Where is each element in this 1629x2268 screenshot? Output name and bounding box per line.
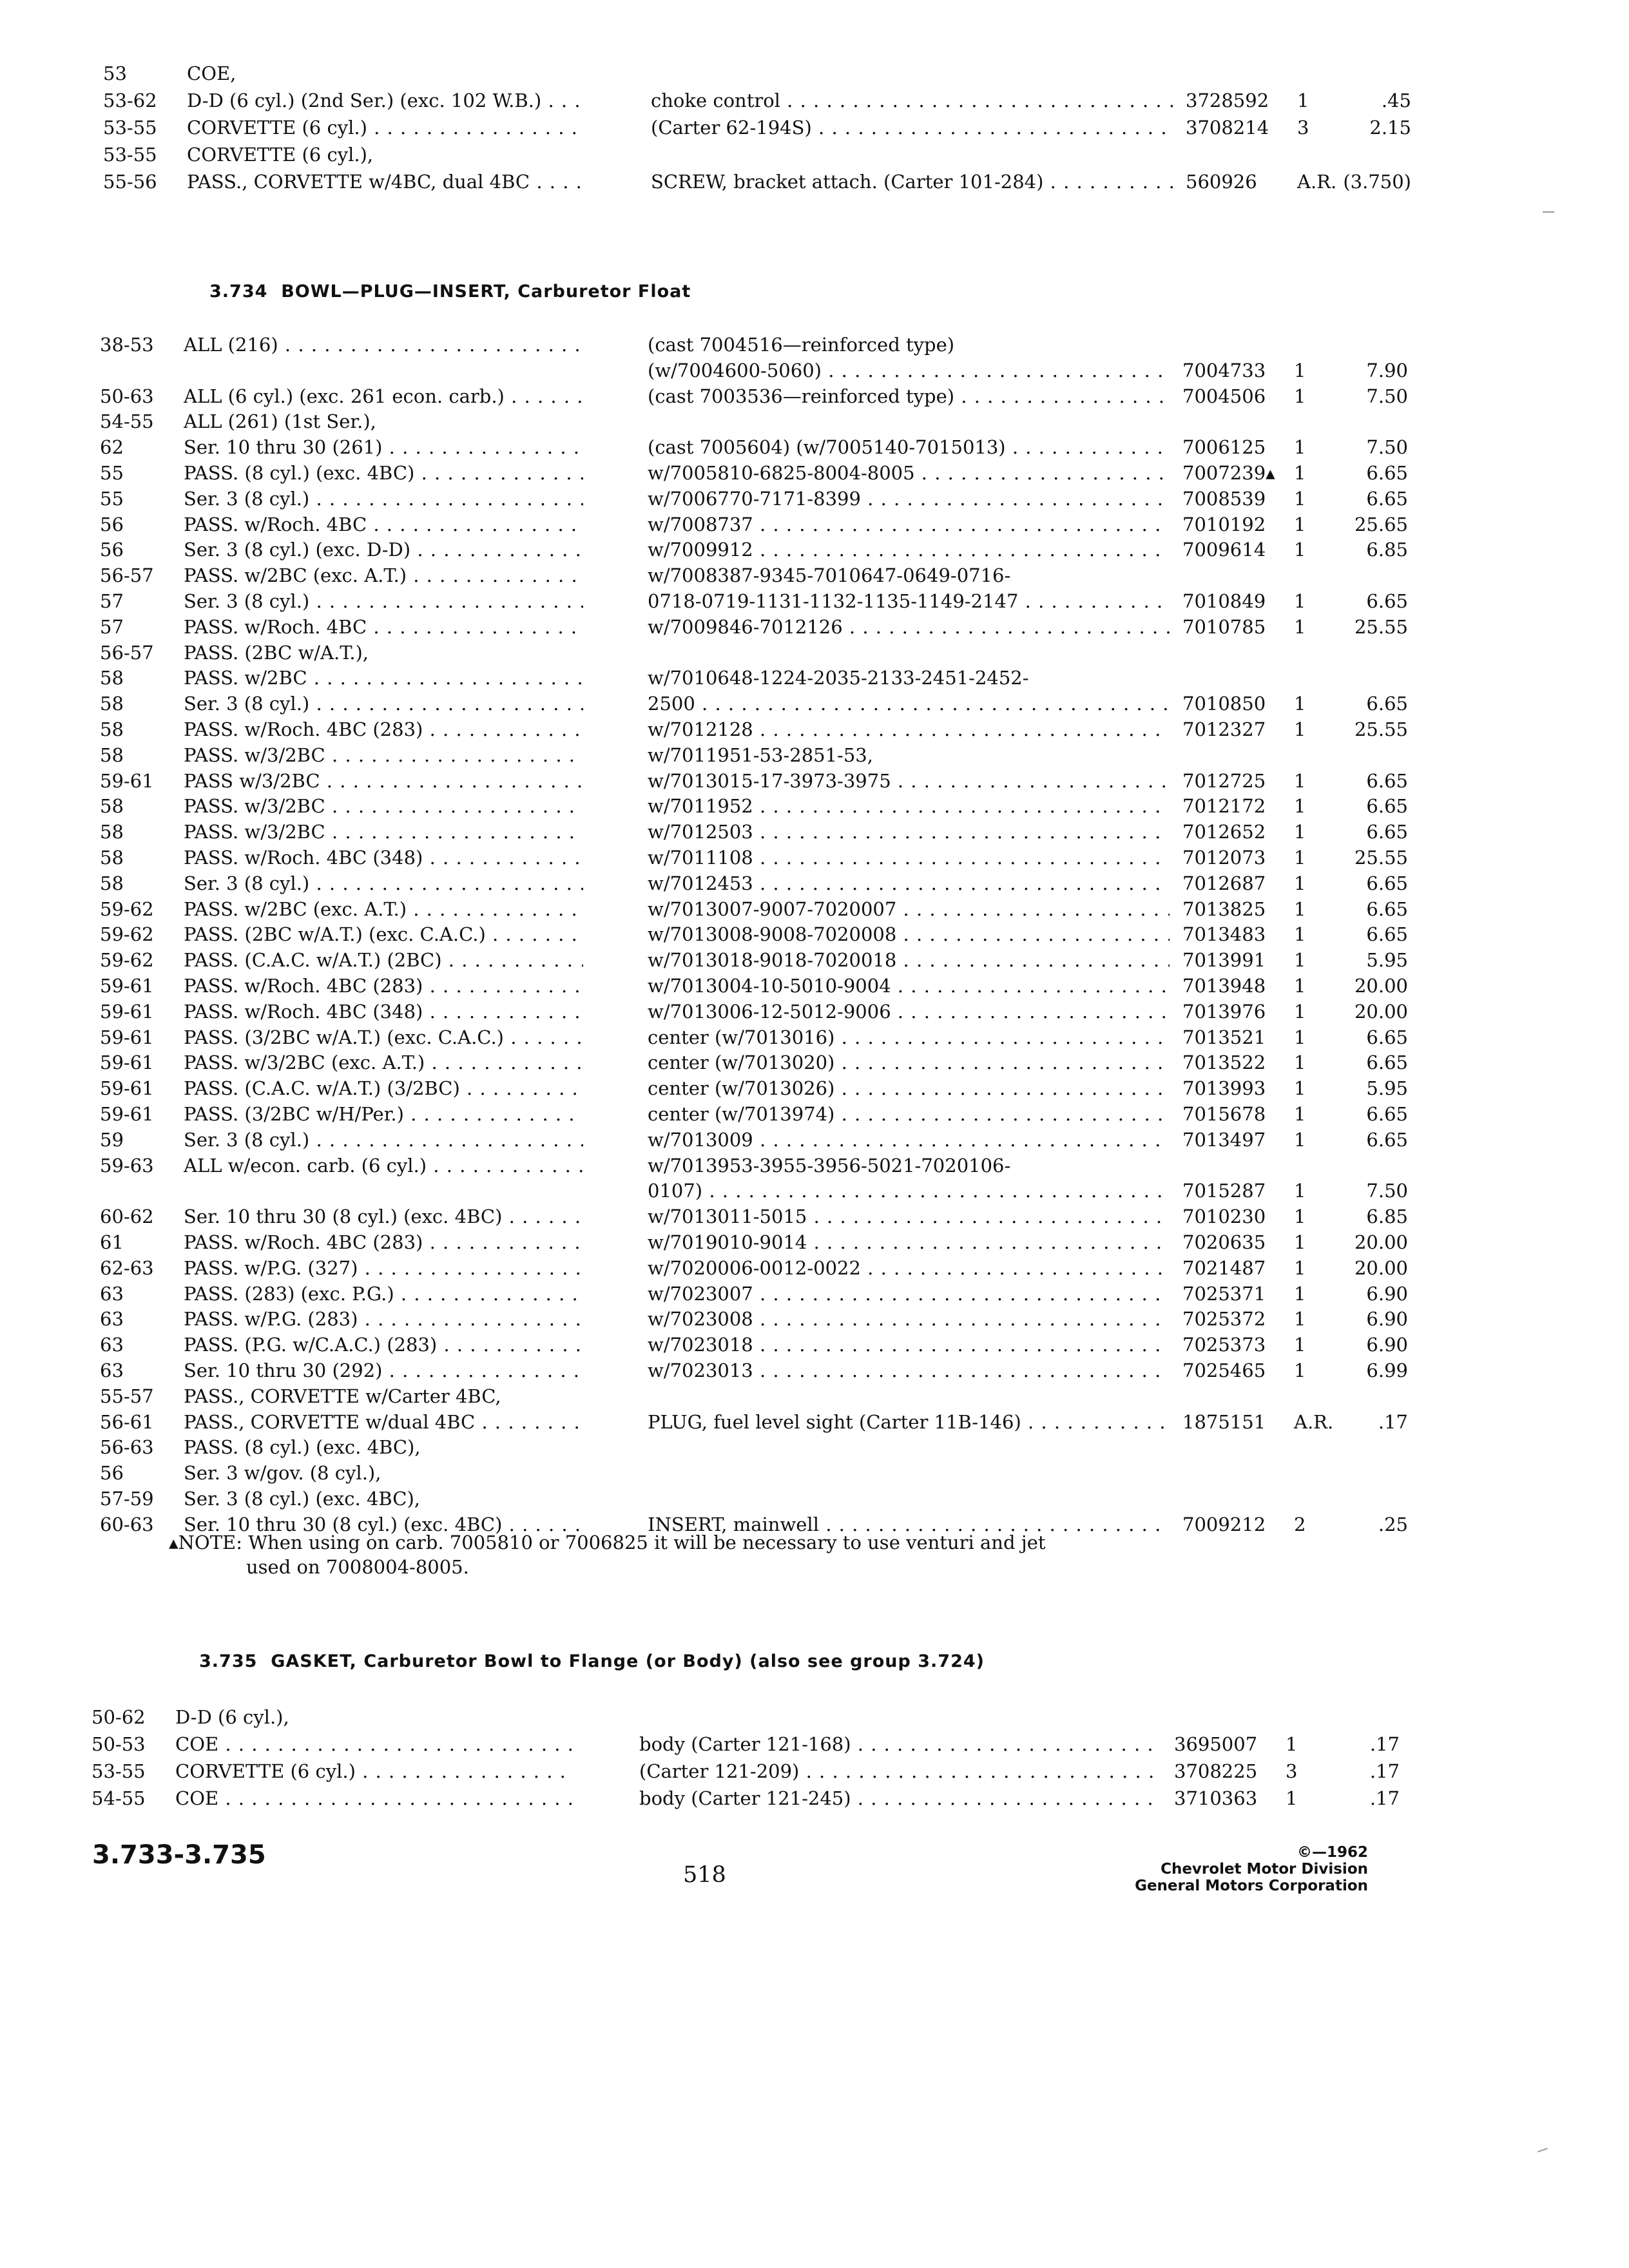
model-years: 56-61 — [100, 1410, 154, 1433]
model-years: 59-61 — [100, 1000, 154, 1023]
quantity: 3 — [1286, 1760, 1298, 1782]
model-application: COE, — [187, 62, 236, 84]
part-number: 7013976 — [1182, 1000, 1266, 1023]
model-application: Ser. 3 (8 cyl.) . . . — [184, 691, 583, 716]
list-price: .17 — [1369, 1733, 1400, 1755]
part-description: w/7012453 . . . — [648, 870, 1170, 896]
model-application: PASS. (3/2BC w/H/Per.) . . . — [184, 1101, 583, 1127]
part-number: 7015287 — [1182, 1180, 1266, 1202]
part-description: center (w/7013026) . . . — [648, 1075, 1170, 1101]
model-application: CORVETTE (6 cyl.), — [187, 144, 374, 166]
quantity: 1 — [1294, 1231, 1306, 1253]
model-years: 55-56 — [103, 171, 157, 193]
model-application: D-D (6 cyl.), — [175, 1706, 289, 1728]
part-description: w/7013009 . . . — [648, 1127, 1170, 1153]
model-years: 56-57 — [100, 641, 154, 664]
part-number: 7025372 — [1182, 1308, 1266, 1331]
model-years: 58 — [100, 821, 124, 843]
quantity: 1 — [1294, 487, 1306, 510]
quantity: 1 — [1294, 513, 1306, 535]
model-application: Ser. 10 thru 30 (292) . . . — [184, 1358, 583, 1383]
list-price: (3.750) — [1343, 171, 1411, 193]
part-description: w/7013007-9007-7020007 . . . — [648, 896, 1170, 922]
quantity: A.R. — [1297, 171, 1337, 193]
model-application: PASS. w/Roch. 4BC (283) . . . — [184, 716, 583, 742]
model-application: PASS. (2BC w/A.T.), — [184, 641, 369, 664]
part-number: 7012687 — [1182, 872, 1266, 894]
part-description: PLUG, fuel level sight (Carter 11B-146) . . . — [648, 1409, 1170, 1435]
part-number: 3708214 — [1186, 117, 1269, 139]
model-application: PASS. (C.A.C. w/A.T.) (3/2BC) . . . — [184, 1075, 583, 1101]
quantity: 1 — [1294, 923, 1306, 946]
page-number: 518 — [683, 1862, 726, 1888]
model-application: ALL w/econ. carb. (6 cyl.) . . . — [184, 1153, 583, 1178]
part-description: w/7020006-0012-0022 . . . — [648, 1255, 1170, 1281]
model-years: 57 — [100, 615, 124, 638]
model-years: 56 — [100, 1462, 124, 1485]
model-years: 56 — [100, 513, 124, 535]
part-number: 7021487 — [1182, 1256, 1266, 1279]
quantity: 1 — [1294, 590, 1306, 612]
model-years: 59-62 — [100, 898, 154, 920]
list-price: 7.50 — [1366, 436, 1408, 459]
part-description: w/7013011-5015 . . . — [648, 1204, 1170, 1229]
quantity: 1 — [1294, 718, 1306, 740]
part-number: 7025373 — [1182, 1334, 1266, 1356]
model-application: PASS. w/3/2BC . . . — [184, 742, 583, 768]
quantity: 1 — [1294, 1334, 1306, 1356]
list-price: 6.65 — [1366, 872, 1408, 894]
model-years: 62 — [100, 436, 124, 459]
model-years: 59-61 — [100, 975, 154, 997]
division-name: Chevrolet Motor Division — [1161, 1861, 1368, 1878]
quantity: A.R. — [1294, 1410, 1334, 1433]
model-application: PASS. (8 cyl.) (exc. 4BC) . . . — [184, 460, 583, 486]
model-years: 59-61 — [100, 1052, 154, 1074]
part-description: w/7008737 . . . — [648, 512, 1170, 537]
model-years: 63 — [100, 1308, 124, 1331]
model-application: COE . . . — [175, 1785, 575, 1811]
quantity: 1 — [1294, 359, 1306, 381]
model-years: 63 — [100, 1282, 124, 1305]
list-price: 6.65 — [1366, 821, 1408, 843]
quantity: 1 — [1294, 1180, 1306, 1202]
quantity: 1 — [1294, 1077, 1306, 1100]
part-number: 7010192 — [1182, 513, 1266, 535]
model-application: PASS. w/2BC (exc. A.T.) . . . — [184, 562, 583, 588]
list-price: 2.15 — [1369, 117, 1411, 139]
quantity: 1 — [1297, 90, 1309, 111]
quantity: 1 — [1294, 1128, 1306, 1151]
section-735-heading — [199, 1651, 985, 1671]
quantity: 1 — [1294, 1052, 1306, 1074]
model-years: 58 — [100, 872, 124, 894]
corporation-name: General Motors Corporation — [1135, 1878, 1368, 1894]
model-years: 57-59 — [100, 1488, 154, 1510]
note-line-2: used on 7008004-8005. — [246, 1556, 469, 1578]
model-years: 63 — [100, 1334, 124, 1356]
quantity: 1 — [1294, 872, 1306, 894]
footer-copyright — [1135, 1844, 1368, 1894]
model-application: CORVETTE (6 cyl.) . . . — [175, 1758, 575, 1784]
part-number: 7013993 — [1182, 1077, 1266, 1100]
model-years: 59-61 — [100, 1103, 154, 1125]
model-application: ALL (216) . . . — [184, 332, 583, 358]
model-years: 58 — [100, 795, 124, 818]
model-application: Ser. 3 w/gov. (8 cyl.), — [184, 1462, 381, 1485]
model-years: 62-63 — [100, 1256, 154, 1279]
model-application: CORVETTE (6 cyl.) . . . — [187, 115, 586, 140]
quantity: 1 — [1294, 1308, 1306, 1331]
quantity: 1 — [1294, 975, 1306, 997]
section-734-title: BOWL—PLUG—INSERT, Carburetor Float — [281, 282, 691, 302]
list-price: 7.50 — [1366, 1180, 1408, 1202]
model-years: 59-61 — [100, 1077, 154, 1100]
model-years: 59 — [100, 1128, 124, 1151]
model-years: 63 — [100, 1360, 124, 1381]
part-description: body (Carter 121-245) . . . — [639, 1785, 1161, 1811]
part-description: (cast 7005604) (w/7005140-7015013) . . . — [648, 434, 1170, 460]
part-number: 1875151 — [1182, 1410, 1266, 1433]
part-description: w/7013004-10-5010-9004 . . . — [648, 973, 1170, 999]
quantity: 1 — [1286, 1733, 1298, 1755]
section-734-note — [169, 1530, 1084, 1579]
part-description: (Carter 121-209) . . . — [639, 1758, 1161, 1784]
part-number: 7009614 — [1182, 539, 1266, 561]
model-years: 55-57 — [100, 1385, 154, 1407]
model-years: 58 — [100, 667, 124, 689]
quantity: 1 — [1294, 821, 1306, 843]
part-description: center (w/7013016) . . . — [648, 1024, 1170, 1050]
list-price: .25 — [1378, 1513, 1408, 1535]
part-description: w/7008387-9345-7010647-0649-0716- — [648, 564, 1011, 587]
model-years: 38-53 — [100, 334, 154, 356]
quantity: 1 — [1294, 1000, 1306, 1023]
part-number: 7010849 — [1182, 590, 1266, 612]
part-description: w/7013953-3955-3956-5021-7020106- — [648, 1154, 1011, 1177]
part-description: body (Carter 121-168) . . . — [639, 1731, 1161, 1757]
part-description: w/7011108 . . . — [648, 845, 1170, 870]
model-application: PASS. w/Roch. 4BC (348) . . . — [184, 845, 583, 870]
list-price: 7.90 — [1366, 359, 1408, 381]
model-application: Ser. 3 (8 cyl.) . . . — [184, 588, 583, 614]
part-description: w/7023013 . . . — [648, 1358, 1170, 1383]
model-years: 53-55 — [92, 1760, 146, 1782]
part-description: (Carter 62-194S) . . . — [651, 115, 1173, 140]
model-application: Ser. 3 (8 cyl.) . . . — [184, 870, 583, 896]
quantity: 1 — [1294, 949, 1306, 972]
list-price: 6.65 — [1366, 590, 1408, 612]
part-number: 3695007 — [1174, 1733, 1258, 1755]
list-price: 20.00 — [1354, 1000, 1408, 1023]
list-price: 6.65 — [1366, 795, 1408, 818]
model-application: PASS. (C.A.C. w/A.T.) (2BC) . . . — [184, 947, 583, 973]
section-735-number: 3.735 — [199, 1651, 258, 1671]
model-application: Ser. 10 thru 30 (8 cyl.) (exc. 4BC) . . . — [184, 1512, 583, 1537]
list-price: 6.65 — [1366, 769, 1408, 792]
list-price: 6.65 — [1366, 693, 1408, 715]
part-description: (cast 7004516—reinforced type) — [648, 334, 955, 356]
model-application: PASS. w/Roch. 4BC . . . — [184, 614, 583, 640]
list-price: 6.90 — [1366, 1308, 1408, 1331]
list-price: 6.90 — [1366, 1334, 1408, 1356]
part-description: w/7010648-1224-2035-2133-2451-2452- — [648, 667, 1029, 689]
part-description: w/7019010-9014 . . . — [648, 1229, 1170, 1255]
part-number: 7013483 — [1182, 923, 1266, 946]
quantity: 1 — [1294, 1026, 1306, 1048]
quantity: 1 — [1294, 1360, 1306, 1381]
part-number: 7010850 — [1182, 693, 1266, 715]
part-number: 7004506 — [1182, 385, 1266, 407]
list-price: 6.90 — [1366, 1282, 1408, 1305]
part-description: w/7023007 . . . — [648, 1281, 1170, 1307]
list-price: 20.00 — [1354, 1231, 1408, 1253]
model-years: 56-63 — [100, 1436, 154, 1459]
part-number: 7013521 — [1182, 1026, 1266, 1048]
quantity: 1 — [1286, 1787, 1298, 1809]
part-number: 7012652 — [1182, 821, 1266, 843]
model-application: PASS. w/3/2BC (exc. A.T.) . . . — [184, 1050, 583, 1075]
part-number: 7013497 — [1182, 1128, 1266, 1151]
part-number: 7009212 — [1182, 1513, 1266, 1535]
part-description: w/7009846-7012126 . . . — [648, 614, 1170, 640]
part-number: 3728592 — [1186, 90, 1269, 111]
quantity: 1 — [1294, 436, 1306, 459]
part-description: center (w/7013020) . . . — [648, 1050, 1170, 1075]
model-years: 59-62 — [100, 923, 154, 946]
list-price: 6.65 — [1366, 462, 1408, 484]
part-description: choke control . . . — [651, 88, 1173, 113]
model-years: 59-63 — [100, 1154, 154, 1177]
quantity: 1 — [1294, 898, 1306, 920]
part-description: w/7013006-12-5012-9006 . . . — [648, 999, 1170, 1024]
part-description: 0718-0719-1131-1132-1135-1149-2147 . . . — [648, 588, 1170, 614]
model-application: PASS., CORVETTE w/Carter 4BC, — [184, 1385, 501, 1407]
model-years: 59-61 — [100, 1026, 154, 1048]
part-description: (cast 7003536—reinforced type) . . . — [648, 383, 1170, 409]
model-application: PASS., CORVETTE w/dual 4BC . . . — [184, 1409, 583, 1435]
copyright-year: ©—1962 — [1296, 1844, 1368, 1861]
list-price: 6.65 — [1366, 898, 1408, 920]
list-price: .17 — [1378, 1410, 1408, 1433]
list-price: .17 — [1369, 1760, 1400, 1782]
part-description: w/7006770-7171-8399 . . . — [648, 486, 1170, 512]
scan-mark — [1543, 211, 1554, 213]
part-number: 7020635 — [1182, 1231, 1266, 1253]
quantity: 1 — [1294, 462, 1306, 484]
part-description: INSERT, mainwell . . . — [648, 1512, 1170, 1537]
model-application: PASS. w/3/2BC . . . — [184, 793, 583, 819]
list-price: .17 — [1369, 1787, 1400, 1809]
model-application: Ser. 3 (8 cyl.) (exc. 4BC), — [184, 1488, 420, 1510]
model-years: 56-57 — [100, 564, 154, 587]
part-number: 7007239▴ — [1182, 462, 1275, 484]
quantity: 1 — [1294, 795, 1306, 818]
model-years: 50-62 — [92, 1706, 146, 1728]
part-number: 7008539 — [1182, 487, 1266, 510]
model-years: 50-63 — [100, 385, 154, 407]
part-number: 7015678 — [1182, 1103, 1266, 1125]
part-number: 7025465 — [1182, 1360, 1266, 1381]
model-application: PASS. w/2BC . . . — [184, 665, 583, 691]
part-number: 7004733 — [1182, 359, 1266, 381]
list-price: 25.55 — [1354, 615, 1408, 638]
model-application: PASS., CORVETTE w/4BC, dual 4BC . . . — [187, 169, 586, 195]
quantity: 2 — [1294, 1513, 1306, 1535]
model-years: 53-62 — [103, 90, 157, 111]
model-application: Ser. 10 thru 30 (8 cyl.) (exc. 4BC) . . . — [184, 1204, 583, 1229]
part-number: 3710363 — [1174, 1787, 1258, 1809]
list-price: 6.65 — [1366, 1128, 1408, 1151]
part-number: 7010785 — [1182, 615, 1266, 638]
list-price: 20.00 — [1354, 1256, 1408, 1279]
part-number: 7012172 — [1182, 795, 1266, 818]
list-price: 6.65 — [1366, 487, 1408, 510]
quantity: 1 — [1294, 1206, 1306, 1228]
list-price: 6.65 — [1366, 923, 1408, 946]
quantity: 1 — [1294, 1103, 1306, 1125]
model-application: Ser. 3 (8 cyl.) (exc. D-D) . . . — [184, 537, 583, 562]
list-price: .45 — [1381, 90, 1411, 111]
part-description: w/7012128 . . . — [648, 716, 1170, 742]
model-years: 58 — [100, 744, 124, 766]
model-years: 53 — [103, 62, 127, 84]
model-application: PASS. w/Roch. 4BC . . . — [184, 512, 583, 537]
part-number: 7012073 — [1182, 847, 1266, 869]
model-years: 61 — [100, 1231, 124, 1253]
section-734-heading — [209, 282, 691, 302]
model-years: 53-55 — [103, 117, 157, 139]
part-description: 0107) . . . — [648, 1178, 1170, 1204]
list-price: 25.55 — [1354, 718, 1408, 740]
list-price: 6.65 — [1366, 1103, 1408, 1125]
model-years: 58 — [100, 718, 124, 740]
model-application: PASS. (8 cyl.) (exc. 4BC), — [184, 1436, 421, 1459]
part-description: w/7011952 . . . — [648, 793, 1170, 819]
model-application: PASS w/3/2BC . . . — [184, 768, 583, 794]
model-years: 54-55 — [92, 1787, 146, 1809]
model-years: 59-62 — [100, 949, 154, 972]
list-price: 25.55 — [1354, 847, 1408, 869]
list-price: 5.95 — [1366, 1077, 1408, 1100]
part-description: w/7011951-53-2851-53, — [648, 744, 873, 766]
model-application: PASS. (283) (exc. P.G.) . . . — [184, 1281, 583, 1307]
model-years: 58 — [100, 693, 124, 715]
part-description: w/7005810-6825-8004-8005 . . . — [648, 460, 1170, 486]
part-description: 2500 . . . — [648, 691, 1170, 716]
model-application: PASS. w/P.G. (327) . . . — [184, 1255, 583, 1281]
model-application: ALL (261) (1st Ser.), — [184, 410, 376, 433]
model-application: Ser. 3 (8 cyl.) . . . — [184, 486, 583, 512]
part-description: w/7023008 . . . — [648, 1306, 1170, 1332]
part-description: w/7013008-9008-7020008 . . . — [648, 921, 1170, 947]
list-price: 6.65 — [1366, 1026, 1408, 1048]
quantity: 1 — [1294, 385, 1306, 407]
part-description: w/7013015-17-3973-3975 . . . — [648, 768, 1170, 794]
model-years: 53-55 — [103, 144, 157, 166]
part-number: 560926 — [1186, 171, 1257, 193]
model-application: PASS. w/3/2BC . . . — [184, 819, 583, 845]
list-price: 7.50 — [1366, 385, 1408, 407]
list-price: 5.95 — [1366, 949, 1408, 972]
model-application: PASS. w/2BC (exc. A.T.) . . . — [184, 896, 583, 922]
model-application: PASS. (2BC w/A.T.) (exc. C.A.C.) . . . — [184, 921, 583, 947]
quantity: 1 — [1294, 615, 1306, 638]
quantity: 1 — [1294, 539, 1306, 561]
model-application: ALL (6 cyl.) (exc. 261 econ. carb.) . . . — [184, 383, 583, 409]
model-application: Ser. 10 thru 30 (261) . . . — [184, 434, 583, 460]
model-years: 55 — [100, 487, 124, 510]
model-application: Ser. 3 (8 cyl.) . . . — [184, 1127, 583, 1153]
quantity: 1 — [1294, 1256, 1306, 1279]
model-years: 60-62 — [100, 1206, 154, 1228]
list-price: 6.99 — [1366, 1360, 1408, 1381]
part-description: w/7012503 . . . — [648, 819, 1170, 845]
list-price: 20.00 — [1354, 975, 1408, 997]
model-application: PASS. w/Roch. 4BC (348) . . . — [184, 999, 583, 1024]
part-number: 7013825 — [1182, 898, 1266, 920]
model-application: PASS. w/P.G. (283) . . . — [184, 1306, 583, 1332]
section-734-number: 3.734 — [209, 282, 268, 302]
part-number: 3708225 — [1174, 1760, 1258, 1782]
model-years: 55 — [100, 462, 124, 484]
part-number: 7012725 — [1182, 769, 1266, 792]
part-description: (w/7004600-5060) . . . — [648, 358, 1170, 383]
part-number: 7013991 — [1182, 949, 1266, 972]
model-years: 60-63 — [100, 1513, 154, 1535]
part-number: 7025371 — [1182, 1282, 1266, 1305]
model-application: PASS. (P.G. w/C.A.C.) (283) . . . — [184, 1332, 583, 1358]
part-description: SCREW, bracket attach. (Carter 101-284) . . . — [651, 169, 1173, 195]
part-description: center (w/7013974) . . . — [648, 1101, 1170, 1127]
model-application: PASS. w/Roch. 4BC (283) . . . — [184, 973, 583, 999]
footer-group-range: 3.733-3.735 — [92, 1840, 266, 1870]
model-application: COE . . . — [175, 1731, 575, 1757]
list-price: 6.85 — [1366, 539, 1408, 561]
model-application: PASS. w/Roch. 4BC (283) . . . — [184, 1229, 583, 1255]
part-description: w/7013018-9018-7020018 . . . — [648, 947, 1170, 973]
model-application: D-D (6 cyl.) (2nd Ser.) (exc. 102 W.B.) . . . — [187, 88, 586, 113]
part-description: w/7023018 . . . — [648, 1332, 1170, 1358]
scan-mark — [1537, 2148, 1548, 2152]
model-application: PASS. (3/2BC w/A.T.) (exc. C.A.C.) . . . — [184, 1024, 583, 1050]
list-price: 25.65 — [1354, 513, 1408, 535]
list-price: 6.65 — [1366, 1052, 1408, 1074]
model-years: 59-61 — [100, 769, 154, 792]
model-years: 56 — [100, 539, 124, 561]
quantity: 1 — [1294, 693, 1306, 715]
model-years: 54-55 — [100, 410, 154, 433]
part-number: 7013522 — [1182, 1052, 1266, 1074]
quantity: 1 — [1294, 769, 1306, 792]
model-years: 50-53 — [92, 1733, 146, 1755]
quantity: 1 — [1294, 847, 1306, 869]
part-number: 7012327 — [1182, 718, 1266, 740]
part-number: 7006125 — [1182, 436, 1266, 459]
section-735-title: GASKET, Carburetor Bowl to Flange (or Body) (also see group 3.724) — [271, 1651, 985, 1671]
part-description: w/7009912 . . . — [648, 537, 1170, 562]
part-number: 7010230 — [1182, 1206, 1266, 1228]
model-years: 57 — [100, 590, 124, 612]
note-line-1: ▴NOTE: When using on carb. 7005810 or 7006825 it will be necessary to use venturi and jet — [169, 1532, 1046, 1553]
quantity: 3 — [1297, 117, 1309, 139]
part-number: 7013948 — [1182, 975, 1266, 997]
model-years: 58 — [100, 847, 124, 869]
list-price: 6.85 — [1366, 1206, 1408, 1228]
quantity: 1 — [1294, 1282, 1306, 1305]
